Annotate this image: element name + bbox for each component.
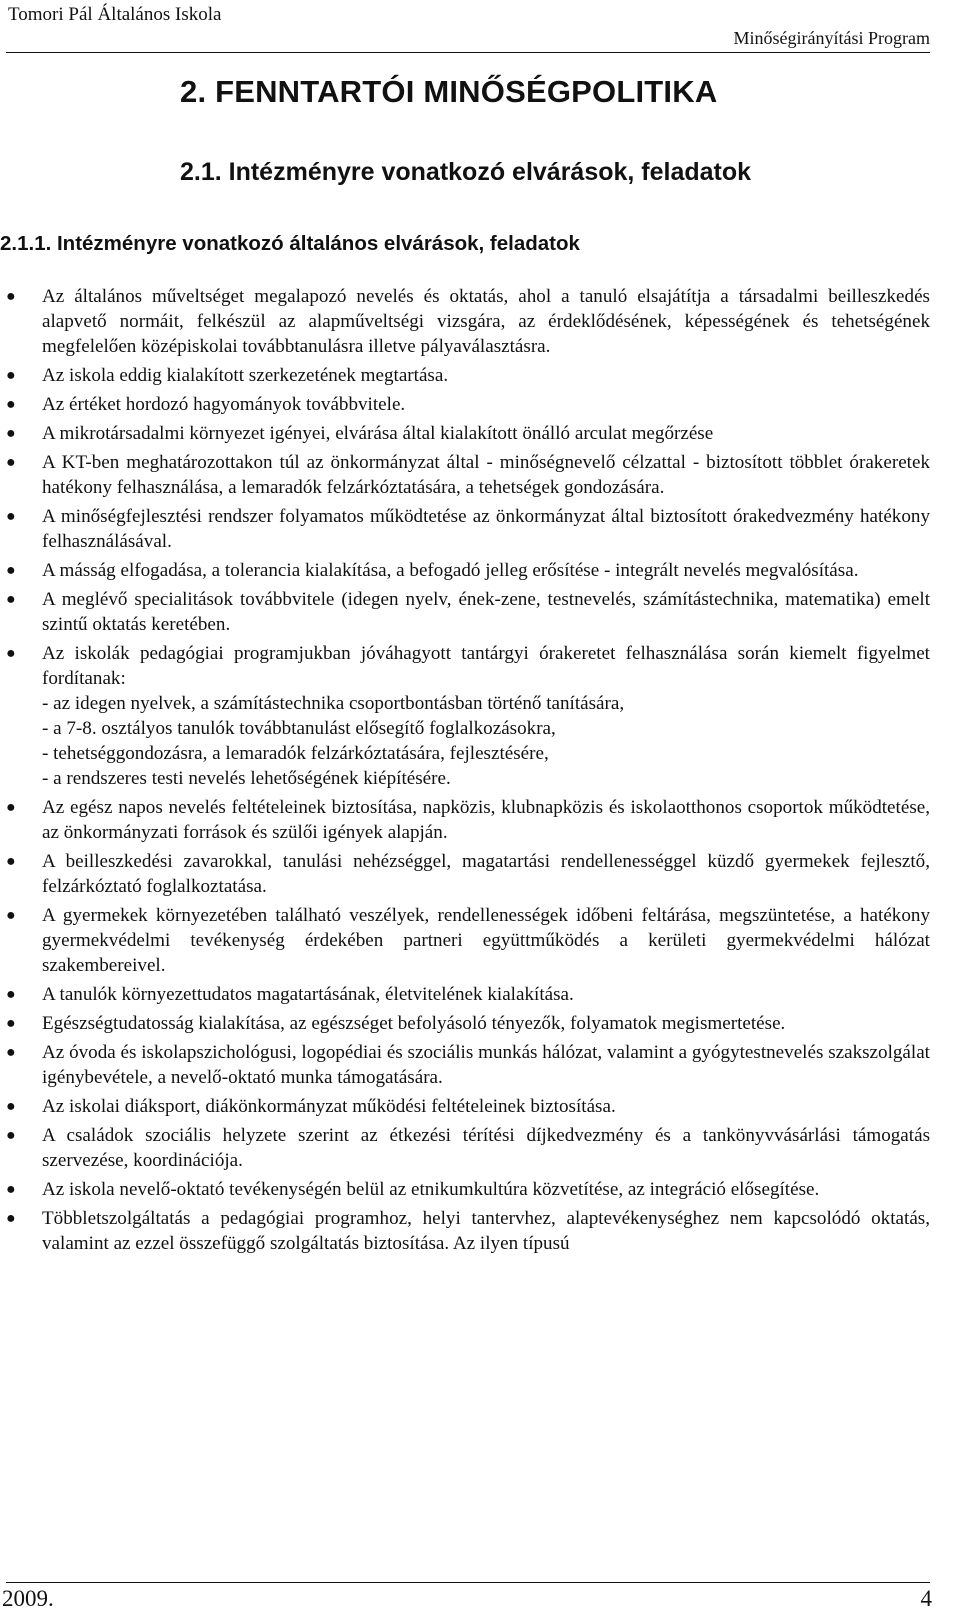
- list-item-text: Az értéket hordozó hagyományok továbbvitele.: [42, 394, 406, 415]
- bullet-icon: ●: [6, 396, 16, 413]
- list-item: [0, 284, 930, 359]
- header-program-name: Minőségirányítási Program: [733, 28, 930, 48]
- list-item: [0, 450, 930, 500]
- list-item-text: A tanulók környezettudatos magatartásának, életvitelének kialakítása.: [42, 984, 574, 1005]
- list-item-text: A meglévő specialitások továbbvitele (idegen nyelv, ének-zene, testnevelés, számítástechnika, matematika) emelt szintű oktatás keretében.: [42, 589, 930, 635]
- list-item: [0, 903, 930, 978]
- list-item-text: Az egész napos nevelés feltételeinek biztosítása, napközis, klubnapközis és iskolaotthonos csoportok működtetése, az önkormányzati források és szülői igények alapján.: [42, 797, 930, 843]
- list-item: [0, 363, 930, 388]
- bullet-icon: ●: [6, 1015, 16, 1032]
- list-item: [0, 504, 930, 554]
- bullet-icon: ●: [6, 1044, 16, 1061]
- list-item: [0, 587, 930, 637]
- list-item-text: Az iskolai diáksport, diákönkormányzat működési feltételeinek biztosítása.: [42, 1096, 616, 1117]
- list-item-text: A minőségfejlesztési rendszer folyamatos működtetése az önkormányzat által biztosított órakedvezmény hatékony felhasználásával.: [42, 506, 930, 552]
- list-subitem: - tehetséggondozásra, a lemaradók felzárkóztatására, fejlesztésére,: [42, 743, 549, 764]
- list-item-text: Egészségtudatosság kialakítása, az egészséget befolyásoló tényezők, folyamatok megismertetése.: [42, 1013, 786, 1034]
- list-subitem: - a rendszeres testi nevelés lehetőségének kiépítésére.: [42, 768, 451, 789]
- bullet-icon: ●: [6, 367, 16, 384]
- bullet-icon: ●: [6, 562, 16, 579]
- list-item: [0, 1177, 930, 1202]
- bullet-icon: ●: [6, 986, 16, 1003]
- footer-year: 2009.: [2, 1586, 54, 1611]
- list-item-text: A KT-ben meghatározottakon túl az önkormányzat által - minőségnevelő célzattal - biztosított többlet órakeretek hatékony felhasználása, a lemaradók felzárkóztatására, a tehetségek gondozására.: [42, 452, 930, 498]
- list-item: [0, 421, 930, 446]
- list-item-text: A gyermekek környezetében található veszélyek, rendellenességek időbeni feltárása, megszüntetése, a hatékony gyermekvédelmi tevékenység érdekében partneri együttműködés a kerületi gyermekvédelmi hálózat szakembereivel.: [42, 905, 930, 976]
- list-item: [0, 558, 930, 583]
- list-item: [0, 392, 930, 417]
- subsection-title: 2.1.1. Intézményre vonatkozó általános elvárások, feladatok: [0, 232, 580, 255]
- list-item-text: A mikrotársadalmi környezet igényei, elvárása által kialakított önálló arculat megőrzése: [42, 423, 714, 444]
- bullet-icon: ●: [6, 907, 16, 924]
- bullet-icon: ●: [6, 454, 16, 471]
- bullet-icon: ●: [6, 288, 16, 305]
- bullet-icon: ●: [6, 1127, 16, 1144]
- bullet-icon: ●: [6, 1181, 16, 1198]
- list-item: [0, 849, 930, 899]
- chapter-title: 2. FENNTARTÓI MINŐSÉGPOLITIKA: [180, 74, 718, 109]
- list-item-text: Többletszolgáltatás a pedagógiai programhoz, helyi tantervhez, alaptevékenységhez nem kapcsolódó oktatás, valamint az ezzel összefüggő szolgáltatás biztosítása. Az ilyen típusú: [42, 1208, 930, 1254]
- list-item-text: Az iskola nevelő-oktató tevékenységén belül az etnikumkultúra közvetítése, az integráció elősegítése.: [42, 1179, 820, 1200]
- list-item: [0, 1040, 930, 1090]
- bullet-icon: ●: [6, 591, 16, 608]
- bullet-icon: ●: [6, 645, 16, 662]
- bullet-icon: ●: [6, 425, 16, 442]
- list-item-text: A másság elfogadása, a tolerancia kialakítása, a befogadó jelleg erősítése - integrált nevelés megvalósítása.: [42, 560, 859, 581]
- page-header: [0, 0, 960, 48]
- list-item: [0, 1206, 930, 1256]
- list-item: [0, 982, 930, 1007]
- list-item: [0, 1011, 930, 1036]
- footer-divider: [6, 1582, 930, 1583]
- bullet-icon: ●: [6, 1098, 16, 1115]
- bullet-icon: ●: [6, 1210, 16, 1227]
- section-title: 2.1. Intézményre vonatkozó elvárások, feladatok: [180, 158, 752, 186]
- list-item-text: Az iskola eddig kialakított szerkezetének megtartása.: [42, 365, 449, 386]
- list-item: [0, 641, 930, 791]
- list-item: [0, 1094, 930, 1119]
- header-divider: [6, 52, 930, 53]
- list-item: [0, 1123, 930, 1173]
- bullet-icon: ●: [6, 508, 16, 525]
- list-item-text: A családok szociális helyzete szerint az étkezési térítési díjkedvezmény és a tankönyvvásárlási támogatás szervezése, koordinációja.: [42, 1125, 930, 1171]
- list-subitem: - a 7-8. osztályos tanulók továbbtanulást elősegítő foglalkozásokra,: [42, 718, 556, 739]
- list-item-text: Az iskolák pedagógiai programjukban jóváhagyott tantárgyi órakeretet felhasználása során kiemelt figyelmet fordítanak:: [42, 643, 930, 689]
- list-item-text: Az óvoda és iskolapszichológusi, logopédiai és szociális munkás hálózat, valamint a gyógytestnevelés szakszolgálat igénybevétele, a nevelő-oktató munka támogatására.: [42, 1042, 930, 1088]
- list-item-text: A beilleszkedési zavarokkal, tanulási nehézséggel, magatartási rendellenességgel küzdő gyermekek fejlesztő, felzárkóztató foglalkoztatása.: [42, 851, 930, 897]
- list-subitem: - az idegen nyelvek, a számítástechnika csoportbontásban történő tanítására,: [42, 693, 625, 714]
- requirements-list: [0, 284, 930, 1260]
- page-number: 4: [920, 1586, 932, 1611]
- list-item-text: Az általános műveltséget megalapozó nevelés és oktatás, ahol a tanuló elsajátítja a társadalmi beilleszkedés alapvető normáit, felkészül az alapműveltségi vizsgára, az érdeklődésének, képességének és tehetségének megfelelően középiskolai továbbtanulásra illetve pályaválasztásra.: [42, 286, 930, 357]
- bullet-icon: ●: [6, 853, 16, 870]
- list-item: [0, 795, 930, 845]
- bullet-icon: ●: [6, 799, 16, 816]
- header-school-name: Tomori Pál Általános Iskola: [8, 4, 222, 25]
